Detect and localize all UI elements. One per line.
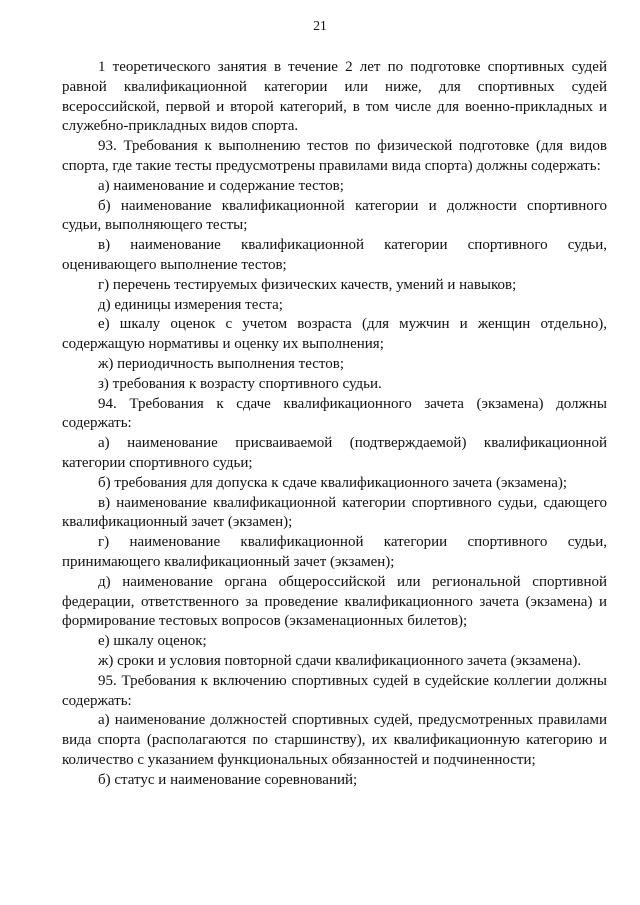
page-number: 21 <box>313 18 327 33</box>
paragraph-p94d <box>62 573 607 632</box>
text-line: количество с указанием функциональных обязанностей и подчиненности; <box>62 751 536 768</box>
text-line: б) требования для допуска к сдаче квалификационного зачета (экзамена); <box>98 474 568 491</box>
text-line: оценивающего выполнение тестов; <box>62 256 287 273</box>
text-line: федерации, ответственного за проведение квалификационного зачета (экзамена) и <box>62 593 607 610</box>
text-line: б) статус и наименование соревнований; <box>98 771 358 788</box>
text-line: ж) сроки и условия повторной сдачи квалификационного зачета (экзамена). <box>98 652 582 669</box>
document-body <box>62 58 607 790</box>
text-line: а) наименование и содержание тестов; <box>98 177 344 194</box>
text-line: а) наименование присваиваемой (подтверждаемой) квалификационной <box>98 435 607 452</box>
paragraph-p93a <box>62 177 607 197</box>
text-line: служебно-прикладных видов спорта. <box>62 118 299 135</box>
text-line: а) наименование должностей спортивных судей, предусмотренных правилами <box>98 712 607 729</box>
paragraph-p93v <box>62 236 607 276</box>
text-line: 1 теоретического занятия в течение 2 лет по подготовке спортивных судей <box>98 59 607 75</box>
paragraph-p94v <box>62 494 607 534</box>
paragraph-p94a <box>62 434 607 474</box>
paragraph-p93 <box>62 137 607 177</box>
text-line: в) наименование квалификационной категории спортивного судьи, <box>98 237 607 254</box>
text-line: категории спортивного судьи; <box>62 454 253 471</box>
paragraph-p95a <box>62 711 607 770</box>
text-line: содержать: <box>62 692 132 709</box>
text-line: квалификационный зачет (экзамен); <box>62 514 293 531</box>
text-line: содержащую нормативы и оценку их выполнения; <box>62 336 384 353</box>
text-line: вида спорта (располагаются по старшинству), их квалификационную категорию и <box>62 732 607 749</box>
paragraph-p1 <box>62 58 607 137</box>
text-line: в) наименование квалификационной категории спортивного судьи, сдающего <box>98 494 607 511</box>
text-line: ж) периодичность выполнения тестов; <box>98 355 345 372</box>
paragraph-p95b <box>62 771 607 791</box>
paragraph-p93z <box>62 375 607 395</box>
paragraph-p94g <box>62 533 607 573</box>
text-line: 95. Требования к включению спортивных судей в судейские коллегии должны <box>98 672 607 689</box>
text-line: 94. Требования к сдаче квалификационного зачета (экзамена) должны <box>98 395 607 412</box>
text-line: з) требования к возрасту спортивного судьи. <box>98 375 382 392</box>
text-line: д) наименование органа общероссийской или региональной спортивной <box>98 573 607 590</box>
text-line: судьи, выполняющего тесты; <box>62 217 248 234</box>
text-line: формирование тестовых вопросов (экзаменационных билетов); <box>62 613 468 630</box>
text-line: содержать: <box>62 415 132 432</box>
text-line: г) наименование квалификационной категории спортивного судьи, <box>98 534 607 551</box>
paragraph-p93b <box>62 197 607 237</box>
text-line: г) перечень тестируемых физических качеств, умений и навыков; <box>98 276 517 293</box>
paragraph-p93g <box>62 276 607 296</box>
text-line: равной квалификационной категории или ниже, для спортивных судей <box>62 78 607 95</box>
text-line: всероссийской, первой и второй категорий, в том числе для военно-прикладных и <box>62 98 607 115</box>
text-line: 93. Требования к выполнению тестов по физической подготовке (для видов <box>98 138 607 155</box>
text-line: е) шкалу оценок с учетом возраста (для мужчин и женщин отдельно), <box>98 316 607 333</box>
paragraph-p95 <box>62 672 607 712</box>
paragraph-p93e <box>62 315 607 355</box>
text-line: спорта, где такие тесты предусмотрены правилами вида спорта) должны содержать: <box>62 157 601 174</box>
text-line: д) единицы измерения теста; <box>98 296 283 313</box>
paragraph-p93zh <box>62 355 607 375</box>
text-line: принимающего квалификационный зачет (экзамен); <box>62 553 395 570</box>
paragraph-p94b <box>62 474 607 494</box>
paragraph-p93d <box>62 296 607 316</box>
paragraph-p94e <box>62 632 607 652</box>
text-line: б) наименование квалификационной категории и должности спортивного <box>98 197 607 214</box>
text-line: е) шкалу оценок; <box>98 633 207 650</box>
paragraph-p94 <box>62 395 607 435</box>
paragraph-p94zh <box>62 652 607 672</box>
